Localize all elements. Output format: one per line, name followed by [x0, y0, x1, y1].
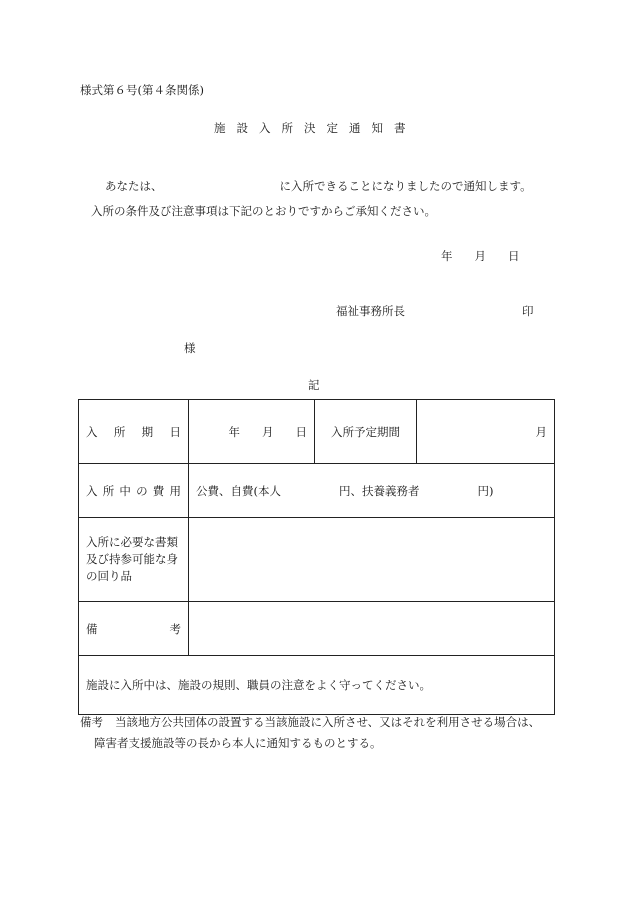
notice-text: 施設に入所中は、施設の規則、職員の注意をよく守ってください。	[79, 656, 555, 715]
label-char: 所	[102, 483, 115, 498]
label-char: 考	[169, 621, 181, 636]
body-line-1-suffix: に入所できることになりましたので通知します。	[279, 179, 532, 193]
label-char: 費	[152, 483, 165, 498]
label-char: 期	[141, 424, 154, 439]
period-date-field	[189, 400, 315, 464]
cost-public-self: 公費、自費(本人	[196, 483, 281, 498]
planned-period-label: 入所予定期間	[315, 400, 417, 464]
footnote-line-1: 当該地方公共団体の設置する当該施設に入所させ、又はそれを利用させる場合は、	[115, 715, 541, 729]
footnote-line-2: 障害者支援施設等の長から本人に通知するものとする。	[94, 736, 382, 750]
body-line-1	[105, 178, 532, 194]
label-char: 用	[169, 483, 181, 498]
table-row-documents	[79, 518, 555, 602]
planned-period-field	[417, 400, 555, 464]
label-char: 備	[86, 621, 98, 636]
issue-date	[441, 248, 520, 264]
footnote-heading: 備考	[80, 715, 103, 729]
addressee-honorific: 様	[184, 341, 196, 355]
seal-mark: 印	[522, 304, 534, 318]
body-line-2: 入所の条件及び注意事項は下記のとおりですからご承知ください。	[91, 204, 436, 218]
documents-field	[189, 518, 555, 602]
table-row-remarks	[79, 602, 555, 656]
issuer-office: 福祉事務所長	[336, 304, 405, 318]
issuer-line	[336, 303, 534, 319]
table-row-notice	[79, 656, 555, 715]
cost-label	[79, 464, 189, 518]
details-table	[78, 399, 555, 715]
page-title: 施設入所決定通知書	[214, 121, 417, 135]
label-char: 中	[119, 483, 131, 498]
label-char: 入	[86, 483, 98, 498]
table-row-period	[79, 400, 555, 464]
date-year: 年	[441, 249, 453, 263]
period-month: 月	[262, 424, 274, 439]
documents-label-text: 入所に必要な書類及び持参可能な身の回り品	[86, 535, 178, 583]
ki-heading: 記	[308, 378, 320, 392]
period-label	[79, 400, 189, 464]
cost-field	[189, 464, 555, 518]
period-day: 日	[295, 424, 307, 439]
remarks-label	[79, 602, 189, 656]
cost-end: 円)	[477, 483, 494, 498]
cost-guardian: 円、扶養義務者	[339, 483, 420, 498]
documents-label	[79, 518, 189, 602]
label-char: 日	[169, 424, 181, 439]
table-row-cost	[79, 464, 555, 518]
date-month: 月	[474, 249, 486, 263]
planned-period-unit: 月	[535, 424, 547, 439]
form-number: 様式第６号(第４条関係)	[80, 83, 204, 97]
label-char: 入	[86, 424, 98, 439]
remarks-field	[189, 602, 555, 656]
body-line-1-prefix: あなたは、	[105, 179, 163, 193]
label-char: の	[136, 483, 148, 498]
label-char: 所	[113, 424, 126, 439]
date-day: 日	[508, 249, 520, 263]
period-year: 年	[228, 424, 240, 439]
